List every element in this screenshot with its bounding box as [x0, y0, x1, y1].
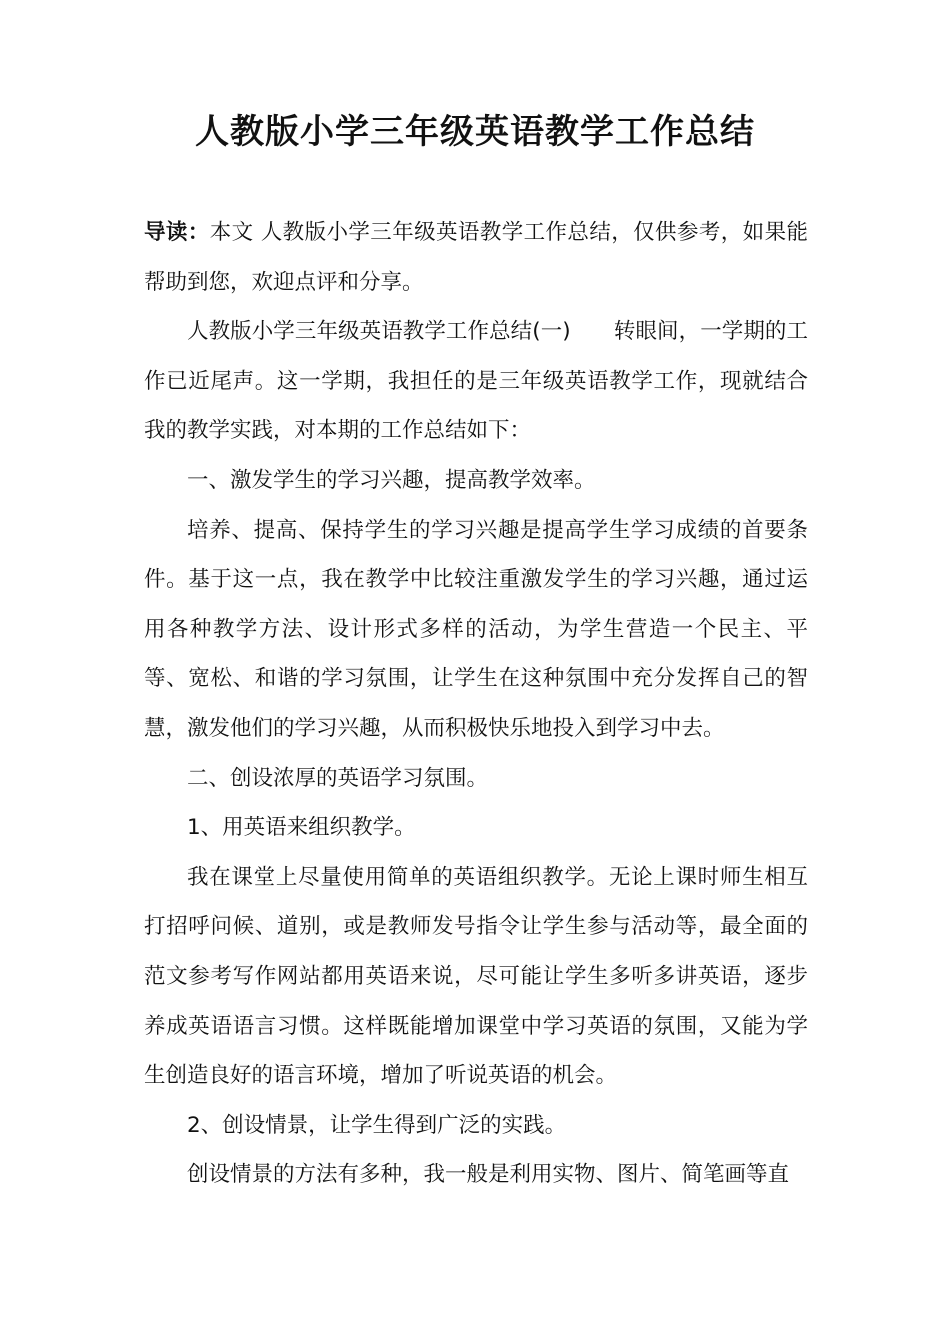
subsection-heading-1: 1、用英语来组织教学。	[187, 815, 416, 841]
section-heading-1: 一、激发学生的学习兴趣，提高教学效率。	[187, 467, 596, 493]
lead-text: 本文 人教版小学三年级英语教学工作总结，仅供参考，如果能帮助到您，欢迎点评和分享。	[144, 220, 808, 295]
paragraph-interest: 培养、提高、保持学生的学习兴趣是提高学生学习成绩的首要条件。基于这一点，我在教学中比较注重激发学生的学习兴趣，通过运用各种教学方法、设计形式多样的活动，为学生营造一个民主、平等、宽松、和谐的学习氛围，让学生在这种氛围中充分发挥自己的智慧，激发他们的学习兴趣，从而积极快乐地投入到学习中去。	[144, 517, 808, 741]
lead-paragraph	[144, 208, 808, 307]
paragraph-scenarios: 创设情景的方法有多种，我一般是利用实物、图片、简笔画等直	[187, 1162, 790, 1188]
paragraph-intro: 人教版小学三年级英语教学工作总结(一) 转眼间，一学期的工作已近尾声。这一学期，我担任的是三年级英语教学工作，现就结合我的教学实践，对本期的工作总结如下：	[144, 319, 808, 444]
section-heading-2: 二、创设浓厚的英语学习氛围。	[187, 765, 489, 791]
subsection-heading-2: 2、创设情景，让学生得到广泛的实践。	[187, 1112, 567, 1138]
document-body	[144, 208, 808, 1200]
lead-label: 导读：	[144, 220, 210, 245]
paragraph-classroom-english: 我在课堂上尽量使用简单的英语组织教学。无论上课时师生相互打招呼问候、道别，或是教师发号指令让学生参与活动等，最全面的范文参考写作网站都用英语来说，尽可能让学生多听多讲英语，逐步养成英语语言习惯。这样既能增加课堂中学习英语的氛围，又能为学生创造良好的语言环境，增加了听说英语的机会。	[144, 864, 808, 1089]
document-title: 人教版小学三年级英语教学工作总结	[195, 112, 755, 152]
